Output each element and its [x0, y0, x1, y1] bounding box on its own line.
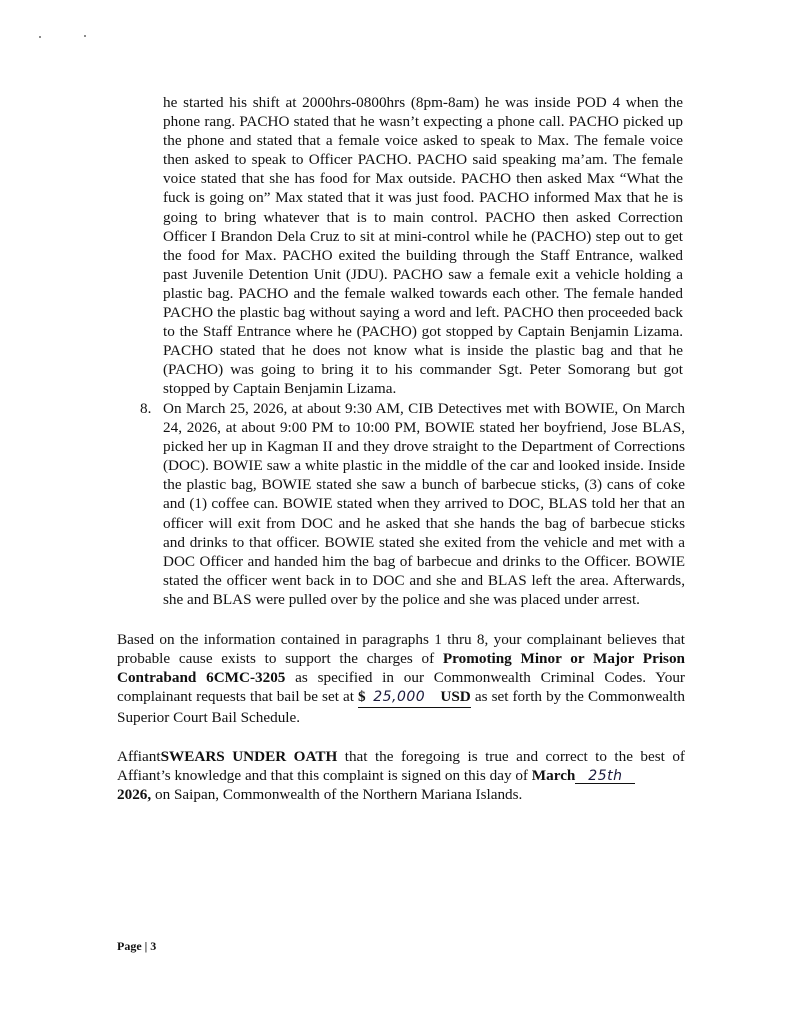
- numbered-item-8: [140, 399, 685, 609]
- conclusion-text-2: as specified in our Commonwealth Criminal Codes. Your complainant requests that bail be set at: [117, 669, 685, 706]
- oath-month: March: [531, 767, 576, 785]
- bail-prefix: $: [358, 688, 366, 706]
- page-number: Page | 3: [117, 939, 157, 953]
- bail-amount-field: [358, 687, 471, 708]
- bail-currency: USD: [440, 688, 471, 706]
- item-8-text: On March 25, 2026, at about 9:30 AM, CIB Detectives met with BOWIE, On March 24, 2026, at about 9:00 PM to 10:00 PM, BOWIE stated her boyfriend, Jose BLAS, picked her up in Kagman II and they drove straight to the Department of Corrections (DOC). BOWIE saw a white plastic in the middle of the car and looked inside. Inside the plastic bag, BOWIE stated she saw a bunch of barbecue sticks, (3) cans of coke and (1) coffee can. BOWIE stated when they arrived to DOC, BLAS told her that an officer will exit from DOC and he asked that she hands the bag of barbecue sticks and drinks to that officer. BOWIE stated she exited from the vehicle and met with a DOC Officer and handed him the bag of barbecue and drinks to the Officer. BOWIE stated the officer went back in to DOC and she and BLAS left the area. Afterwards, she and BLAS were pulled over by the police and she was placed under arrest.: [163, 400, 685, 608]
- oath-text-2: on Saipan, Commonwealth of the Northern Mariana Islands.: [151, 786, 523, 804]
- bail-handwritten-amount: 25,000: [373, 689, 426, 706]
- scan-speck: [39, 36, 41, 38]
- charge-text: Promoting Minor or Major Prison Contraband 6CMC-3205: [117, 650, 685, 687]
- item-number: 8.: [140, 400, 152, 417]
- conclusion-paragraph: [117, 630, 685, 727]
- oath-swears: SWEARS UNDER OATH: [160, 748, 338, 765]
- conclusion-text-3: as set forth by the Commonwealth Superior Court Bail Schedule.: [117, 688, 685, 727]
- oath-year: 2026,: [117, 786, 152, 804]
- oath-day-field: [575, 769, 635, 784]
- scan-speck: [84, 35, 86, 37]
- oath-paragraph: [117, 747, 685, 804]
- oath-prefix: Affiant: [117, 748, 161, 765]
- paragraph-7-continuation: he started his shift at 2000hrs-0800hrs (8pm-8am) he was inside POD 4 when the phone rang. PACHO stated that he wasn’t expecting a phone call. PACHO picked up the phone and stated that a female voice asked to speak to Max. The female voice then asked to speak to Officer PACHO. PACHO said speaking ma’am. The female voice stated that she has food for Max outside. PACHO then asked Max “What the fuck is going on” Max stated that it was just food. PACHO informed Max that he is going to bring whatever that is to main control. PACHO then asked Correction Officer I Brandon Dela Cruz to sit at mini-control while he (PACHO) step out to get the food for Max. PACHO exited the building through the Staff Entrance, walked past Juvenile Detention Unit (JDU). PACHO saw a female exit a vehicle holding a plastic bag. PACHO and the female walked towards each other. The female handed PACHO the plastic bag without saying a word and left. PACHO then proceeded back to the Staff Entrance where he (PACHO) got stopped by Captain Benjamin Lizama. PACHO stated that he does not know what is inside the plastic bag and that he (PACHO) was going to bring it to his commander Sgt. Peter Somorang but got stopped by Captain Benjamin Lizama.: [163, 94, 683, 398]
- oath-text-1: that the foregoing is true and correct to the best of Affiant’s knowledge and that this complaint is signed on this day of: [117, 748, 685, 785]
- conclusion-text-1: Based on the information contained in paragraphs 1 thru 8, your complainant believes that probable cause exists to support the charges of: [117, 631, 685, 668]
- oath-day-handwritten: 25th: [588, 768, 623, 785]
